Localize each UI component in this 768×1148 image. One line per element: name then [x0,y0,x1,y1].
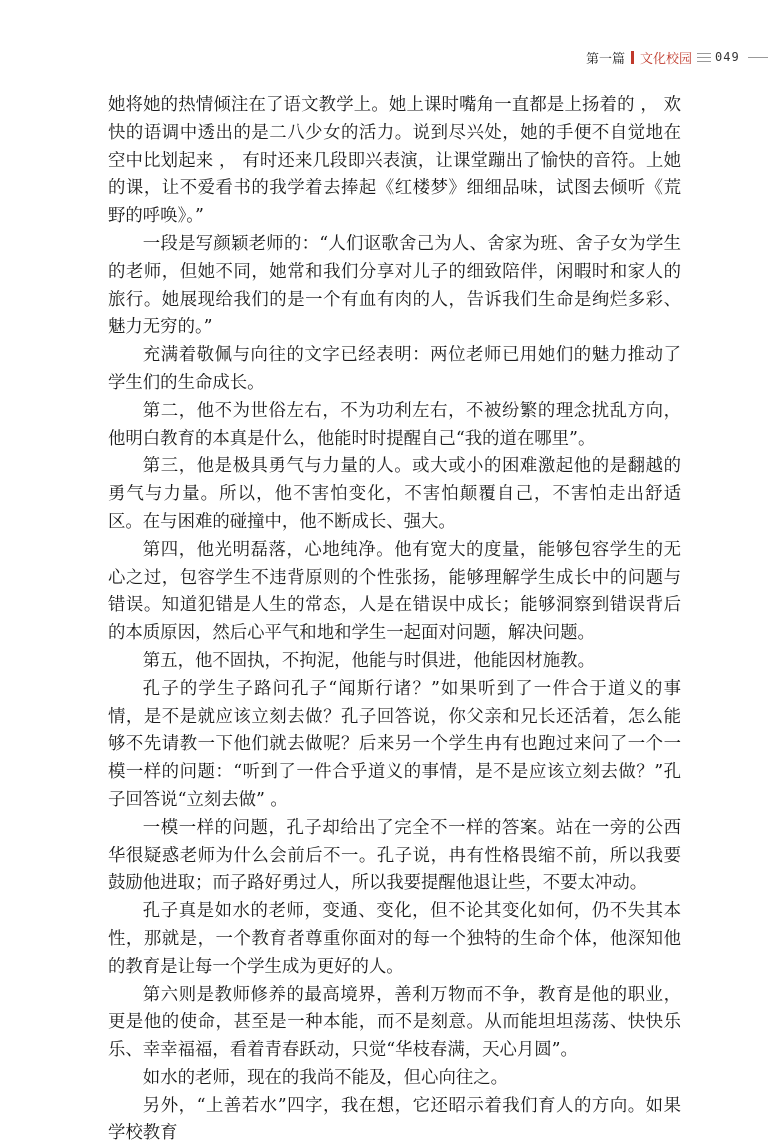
paragraph: 第六则是教师修养的最高境界，善利万物而不争，教育是他的职业，更是他的使命，甚至是一种本能，而不是刻意。从而能坦坦荡荡、快快乐乐、幸幸福福，看着青春跃动，只觉“华枝春满，天心月圆”。 [108,984,681,1061]
paragraph: 孔子真是如水的老师，变通、变化，但不论其变化如何，仍不失其本性，那就是，一个教育者尊重你面对的每一个独特的生命个体，他深知他的教育是让每一个学生成为更好的人。 [108,901,681,977]
body-text [108,92,681,1148]
header-section-title: 文化校园 [640,51,693,67]
paragraph: 如水的老师，现在的我尚不能及，但心向往之。 [142,1067,509,1088]
paragraph-continued: 她将她的热情倾注在了语文教学上。她上课时嘴角一直都是上扬着的 ， 欢快的语调中透出的是二八少女的活力。说到尽兴处，她的手便不自觉地在空中比划起来 ， 有时还来几段即兴表演，让课堂蹦出了愉快的音符。上她的课，让不爱看书的我学着去捧起《红楼梦》细细品味，试图去倾听《荒野的呼唤》。” [108,95,681,227]
header-lines-ornament [697,53,711,62]
paragraph: 第三，他是极具勇气与力量的人。或大或小的困难激起他的是翻越的勇气与力量。所以，他不害怕变化，不害怕颠覆自己，不害怕走出舒适区。在与困难的碰撞中，他不断成长、强大。 [108,456,681,532]
paragraph: 第五，他不固执，不拘泥，他能与时俱进，他能因材施教。 [142,650,595,671]
header-rule [748,57,768,58]
paragraph: 一模一样的问题，孔子却给出了完全不一样的答案。站在一旁的公西华很疑惑老师为什么会前后不一。孔子说，冉有性格畏缩不前，所以我要鼓励他进取；而子路好勇过人，所以我要提醒他退让些，不要太冲动。 [108,817,681,894]
paragraph: 第四，他光明磊落，心地纯净。他有宽大的度量，能够包容学生的无心之过，包容学生不违背原则的个性张扬，能够理解学生成长中的问题与错误。知道犯错是人生的常态，人是在错误中成长；能够洞察到错误背后的本质原因，然后心平气和地和学生一起面对问题，解决问题。 [108,539,681,644]
paragraph: 一段是写颜颖老师的：“人们讴歌舍己为人、舍家为班、舍子女为学生的老师，但她不同，她常和我们分享对儿子的细致陪伴，闲暇时和家人的旅行。她展现给我们的是一个有血有肉的人，告诉我们生命是绚烂多彩、魅力无穷的。” [108,233,681,338]
paragraph: 孔子的学生子路问孔子“闻斯行诸？”如果听到了一件合于道义的事情，是不是就应该立刻去做？孔子回答说，你父亲和兄长还活着，怎么能够不先请教一下他们就去做呢？后来另一个学生冉有也跑过来问了一个一模一样的问题：“听到了一件合乎道义的事情，是不是应该立刻去做？”孔子回答说“立刻去做” 。 [108,678,681,810]
paragraph: 另外，“上善若水”四字，我在想，它还昭示着我们育人的方向。如果学校教育 [108,1095,681,1144]
page-number: 049 [715,50,740,64]
paragraph: 第二，他不为世俗左右，不为功利左右，不被纷繁的理念扰乱方向，他明白教育的本真是什么，他能时时提醒自己“我的道在哪里”。 [108,400,681,449]
running-header [586,46,768,68]
header-divider-bar [631,51,634,64]
paragraph: 充满着敬佩与向往的文字已经表明：两位老师已用她们的魅力推动了学生们的生命成长。 [108,345,681,393]
header-part-label: 第一篇 [586,51,626,67]
